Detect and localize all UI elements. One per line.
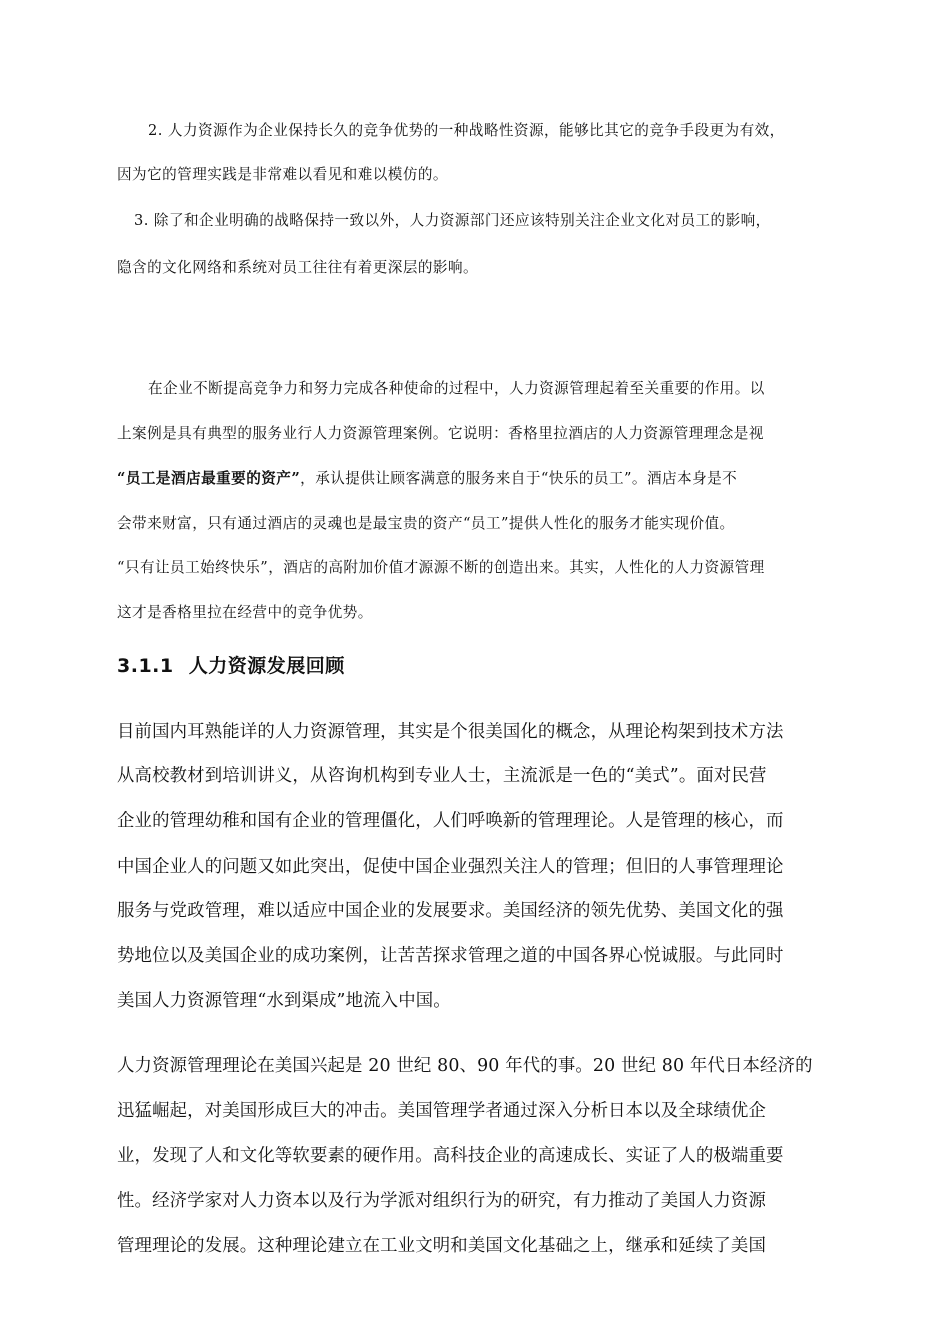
section-title: 人力资源发展回顾 [188, 655, 345, 677]
text-line: 上案例是具有典型的服务业行人力资源管理案例。它说明：香格里拉酒店的人力资源管理理念是视 [117, 425, 764, 442]
text-line: 企业的管理幼稚和国有企业的管理僵化，人们呼唤新的管理理论。人是管理的核心，而 [117, 811, 784, 831]
section-number: 3.1.1 [117, 655, 174, 677]
text-line: 2. 人力资源作为企业保持长久的竞争优势的一种战略性资源，能够比其它的竞争手段更为有效， [148, 122, 785, 139]
text-line: 管理理论的发展。这种理论建立在工业文明和美国文化基础之上，继承和延续了美国 [117, 1236, 767, 1256]
text-line: 目前国内耳熟能详的人力资源管理，其实是个很美国化的概念，从理论构架到技术方法 [117, 722, 784, 742]
text-line: 隐含的文化网络和系统对员工往往有着更深层的影响。 [117, 259, 479, 276]
text-line: 3. 除了和企业明确的战略保持一致以外，人力资源部门还应该特别关注企业文化对员工的影响， [134, 212, 771, 229]
text-line: 会带来财富，只有通过酒店的灵魂也是最宝贵的资产“员工”提供人性化的服务才能实现价值。 [117, 515, 735, 532]
section-heading [117, 651, 345, 678]
text-segment: ，承认提供让顾客满意的服务来自于“快乐的员工”。酒店本身是不 [300, 470, 738, 487]
text-line: 人力资源管理理论在美国兴起是 20 世纪 80、90 年代的事。20 世纪 80 年代日本经济的 [117, 1056, 813, 1076]
text-line: 在企业不断提高竞争力和努力完成各种使命的过程中，人力资源管理起着至关重要的作用。以 [148, 380, 765, 397]
text-line: 迅猛崛起，对美国形成巨大的冲击。美国管理学者通过深入分析日本以及全球绩优企 [117, 1101, 767, 1121]
text-line: 因为它的管理实践是非常难以看见和难以模仿的。 [117, 166, 448, 183]
bold-quote: “员工是酒店最重要的资产” [117, 470, 301, 487]
text-line: 美国人力资源管理“水到渠成”地流入中国。 [117, 991, 451, 1011]
text-line: 服务与党政管理，难以适应中国企业的发展要求。美国经济的领先优势、美国文化的强 [117, 901, 784, 921]
text-line: “只有让员工始终快乐”，酒店的高附加价值才源源不断的创造出来。其实，人性化的人力资源管理 [117, 559, 765, 576]
text-line: 势地位以及美国企业的成功案例，让苦苦探求管理之道的中国各界心悦诚服。与此同时 [117, 946, 784, 966]
text-line: 性。经济学家对人力资本以及行为学派对组织行为的研究，有力推动了美国人力资源 [117, 1191, 767, 1211]
text-line: 业，发现了人和文化等软要素的硬作用。高科技企业的高速成长、实证了人的极端重要 [117, 1146, 784, 1166]
text-line [117, 467, 737, 488]
text-line: 中国企业人的问题又如此突出，促使中国企业强烈关注人的管理；但旧的人事管理理论 [117, 857, 784, 877]
text-line: 从高校教材到培训讲义，从咨询机构到专业人士，主流派是一色的“美式”。面对民营 [117, 766, 767, 786]
text-line: 这才是香格里拉在经营中的竞争优势。 [117, 604, 373, 621]
